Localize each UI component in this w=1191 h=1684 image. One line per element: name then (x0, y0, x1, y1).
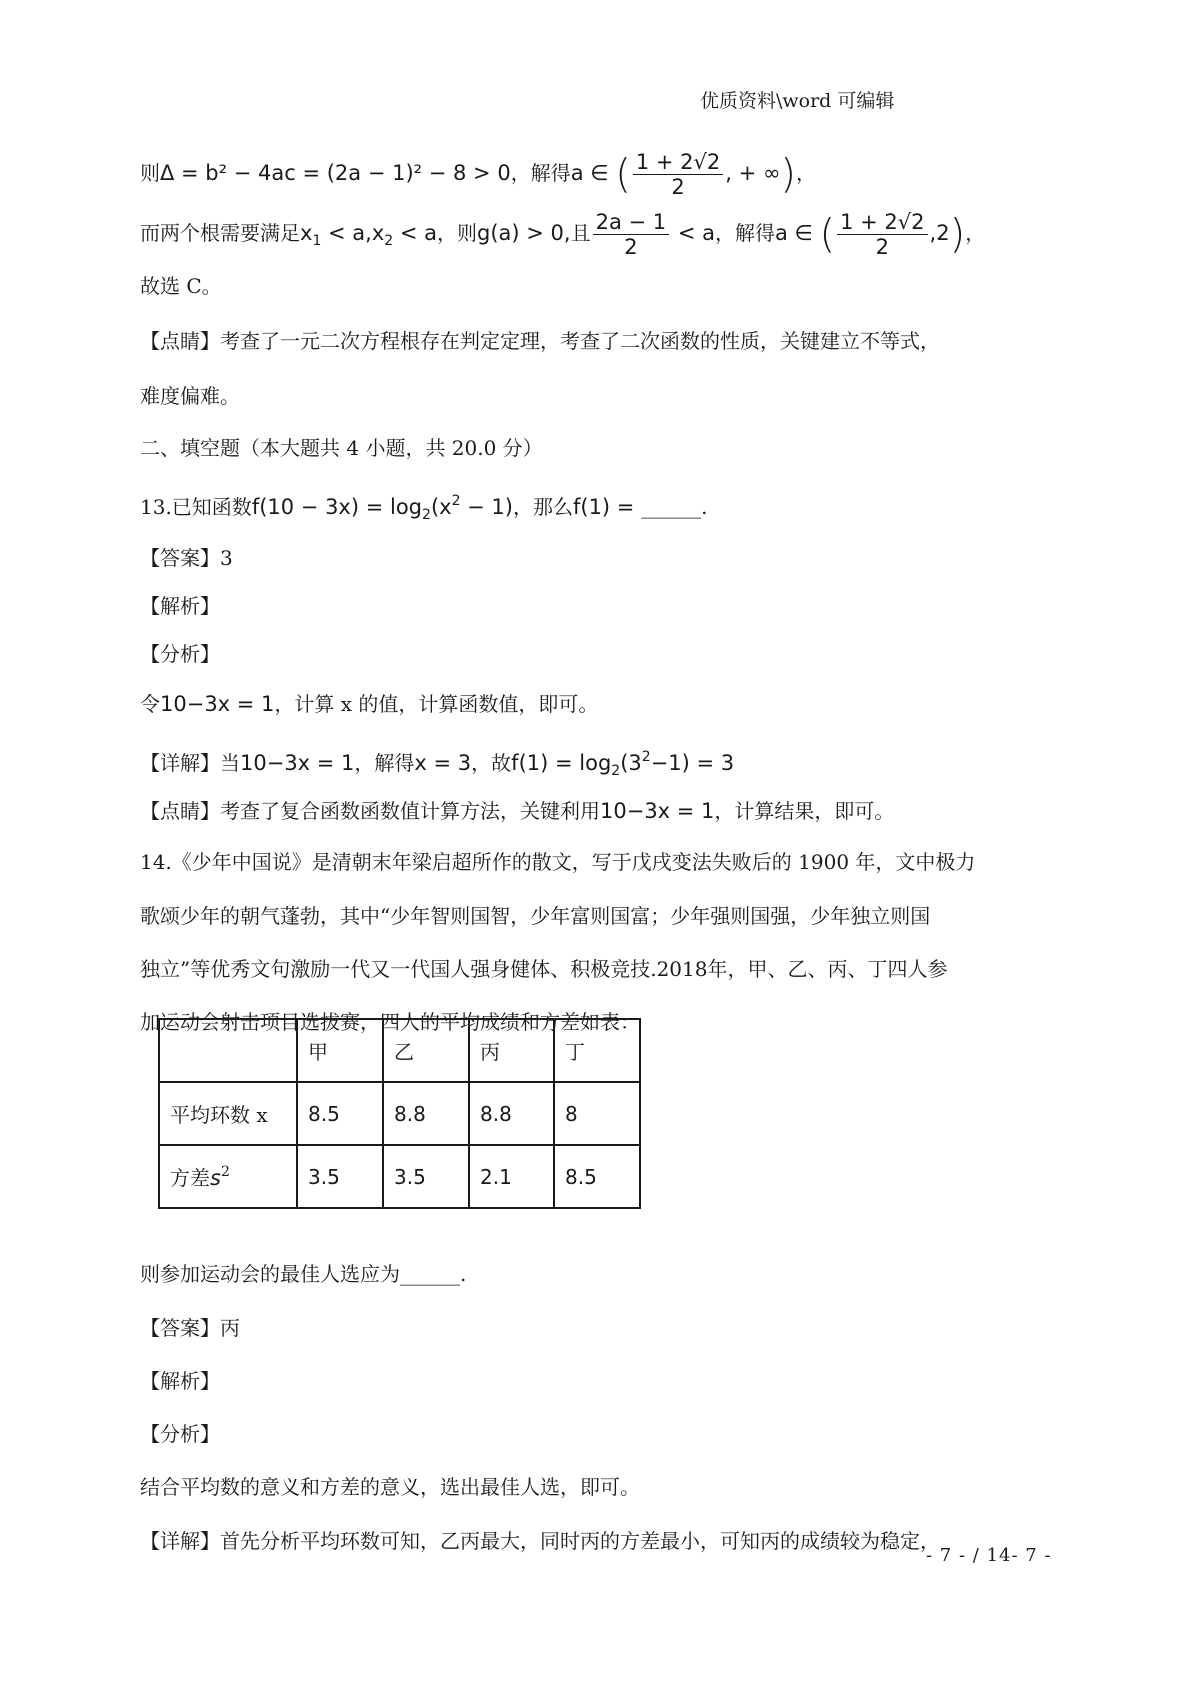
text-segment: 则 (140, 161, 160, 185)
fraction (633, 150, 723, 199)
label-text: 方差 (170, 1166, 210, 1190)
table-header-cell: 丁 (554, 1019, 640, 1082)
table-cell: 8.8 (383, 1082, 469, 1145)
fraction-denominator: 2 (875, 235, 889, 259)
fraction-numerator: 1 + 2√2 (837, 210, 927, 235)
analysis-label-14: 【解析】 (140, 1369, 220, 1393)
math-equation: 10−3x = 1 (600, 799, 715, 823)
text-segment: 13.已知函数 (140, 495, 252, 519)
answer-14: 【答案】丙 (140, 1316, 240, 1340)
text-segment: ，故 (471, 751, 512, 775)
text-segment: ， (965, 221, 986, 245)
left-paren: ( (819, 211, 836, 258)
analysis-sub-label-13: 【分析】 (140, 642, 220, 666)
fraction-denominator: 2 (671, 175, 685, 199)
math-interval-end: ,2 (929, 221, 950, 245)
subscript: 1 (312, 233, 322, 249)
text-segment: 且 (570, 221, 591, 245)
math-part: < a,x (321, 221, 385, 245)
math-element-of: a ∈ (774, 221, 820, 245)
row-label-average: 平均环数 x (159, 1082, 297, 1145)
page-footer-number: - 7 - / 14- 7 - (926, 1545, 1052, 1566)
analysis-label-13: 【解析】 (140, 594, 220, 618)
table-cell: 2.1 (469, 1145, 554, 1208)
text-segment: ，计算结果，即可。 (714, 799, 895, 823)
math-part: < a (393, 221, 438, 245)
question-14-line-2: 歌颂少年的朝气蓬勃，其中“少年智则国智，少年富则国富；少年强则国强，少年独立则国 (140, 904, 931, 928)
table-cell (159, 1019, 297, 1082)
table-cell: 3.5 (383, 1145, 469, 1208)
question-14-line-3: 独立”等优秀文句激励一代又一代国人强身健体、积极竞技.2018年，甲、乙、丙、丁四人参 (140, 957, 948, 981)
math-part: f(1) = log (511, 751, 612, 775)
text-segment: ，解得 (714, 221, 775, 245)
math-var: s (210, 1166, 221, 1190)
math-roots (300, 221, 438, 249)
math-element-of: a ∈ (570, 161, 616, 185)
text-segment: ，解得 (354, 751, 415, 775)
comment-line-1: 【点睛】考查了一元二次方程根存在判定定理，考查了二次函数的性质，关键建立不等式， (140, 329, 940, 353)
question-14-ask: 则参加运动会的最佳人选应为______. (140, 1262, 467, 1286)
scores-table (158, 1018, 641, 1209)
math-equation: x = 3 (414, 751, 472, 775)
fraction-numerator: 2a − 1 (593, 210, 670, 235)
math-function-def (251, 493, 513, 523)
subscript: 2 (422, 507, 431, 523)
table-cell: 8.8 (469, 1082, 554, 1145)
table-cell: 8.5 (554, 1145, 640, 1208)
text-segment: ，计算 x 的值，计算函数值，即可。 (274, 692, 599, 716)
text-segment: . (701, 495, 708, 519)
math-ask: f(1) = (572, 495, 642, 519)
text-segment: 令 (140, 692, 160, 716)
section-heading: 二、填空题（本大题共 4 小题，共 20.0 分） (140, 436, 543, 460)
math-equation: 10−3x = 1 (240, 751, 355, 775)
text-segment: 而两个根需要满足 (140, 221, 300, 245)
question-14-line-4: 加运动会射击项目选拔赛，四人的平均成绩和方差如表： (140, 1010, 640, 1034)
analysis-text-14: 结合平均数的意义和方差的意义，选出最佳人选，即可。 (140, 1475, 640, 1499)
solution-line-roots-condition (140, 210, 985, 259)
math-discriminant: Δ = b² − 4ac = (2a − 1)² − 8 > 0 (160, 161, 511, 185)
fraction-numerator: 1 + 2√2 (633, 150, 723, 175)
math-part: x (300, 221, 313, 245)
answer-13: 【答案】3 (140, 546, 233, 570)
page-header-watermark: 优质资料\word 可编辑 (700, 90, 895, 112)
table-cell: 8.5 (297, 1082, 383, 1145)
math-equation: 10−3x = 1 (160, 692, 275, 716)
superscript: 2 (220, 1164, 230, 1180)
math-part: < a (671, 221, 715, 245)
table-header-cell: 丙 (469, 1019, 554, 1082)
table-row (159, 1082, 640, 1145)
solution-line-discriminant (140, 150, 816, 199)
right-paren: ) (949, 211, 966, 258)
analysis-text-13 (140, 690, 598, 718)
superscript: 2 (451, 493, 461, 509)
subscript: 2 (611, 763, 621, 779)
analysis-sub-label-14: 【分析】 (140, 1422, 220, 1446)
table-header-cell: 乙 (383, 1019, 469, 1082)
math-part: f(10 − 3x) = log (251, 495, 423, 519)
math-g-condition: g(a) > 0, (477, 221, 571, 245)
text-segment: ，解得 (510, 161, 571, 185)
left-paren: ( (615, 151, 631, 198)
solution-choice: 故选 C。 (140, 274, 222, 298)
math-part: − 1) (460, 495, 513, 519)
fraction (593, 210, 670, 259)
subscript: 2 (384, 233, 394, 249)
fraction-denominator: 2 (624, 235, 638, 259)
math-interval-end: , + ∞ (725, 161, 781, 185)
detail-13 (140, 743, 734, 785)
math-result (511, 749, 735, 779)
superscript: 2 (641, 749, 651, 765)
table-row (159, 1145, 640, 1208)
row-label-variance (159, 1145, 297, 1208)
table-header-cell: 甲 (297, 1019, 383, 1082)
text-segment: ， (795, 161, 816, 185)
comment-line-2: 难度偏难。 (140, 384, 240, 408)
table-cell: 8 (554, 1082, 640, 1145)
fraction (837, 210, 927, 259)
text-segment: 【点睛】考查了复合函数函数值计算方法，关键利用 (140, 799, 600, 823)
text-segment: ，那么 (512, 495, 573, 519)
math-part: −1) = 3 (650, 751, 735, 775)
math-part: (x (430, 495, 452, 519)
text-segment: 【详解】当 (140, 751, 240, 775)
text-segment: ，则 (437, 221, 478, 245)
right-paren: ) (780, 151, 796, 198)
answer-blank: ______ (641, 495, 702, 519)
question-13 (140, 487, 707, 529)
detail-14: 【详解】首先分析平均环数可知，乙丙最大，同时丙的方差最小，可知丙的成绩较为稳定， (140, 1529, 940, 1553)
math-part: (3 (620, 751, 642, 775)
table-cell: 3.5 (297, 1145, 383, 1208)
table-header-row (159, 1019, 640, 1082)
comment-13 (140, 797, 894, 825)
question-14-line-1: 14.《少年中国说》是清朝末年梁启超所作的散文，写于戊戌变法失败后的 1900 年，文中极力 (140, 850, 976, 874)
